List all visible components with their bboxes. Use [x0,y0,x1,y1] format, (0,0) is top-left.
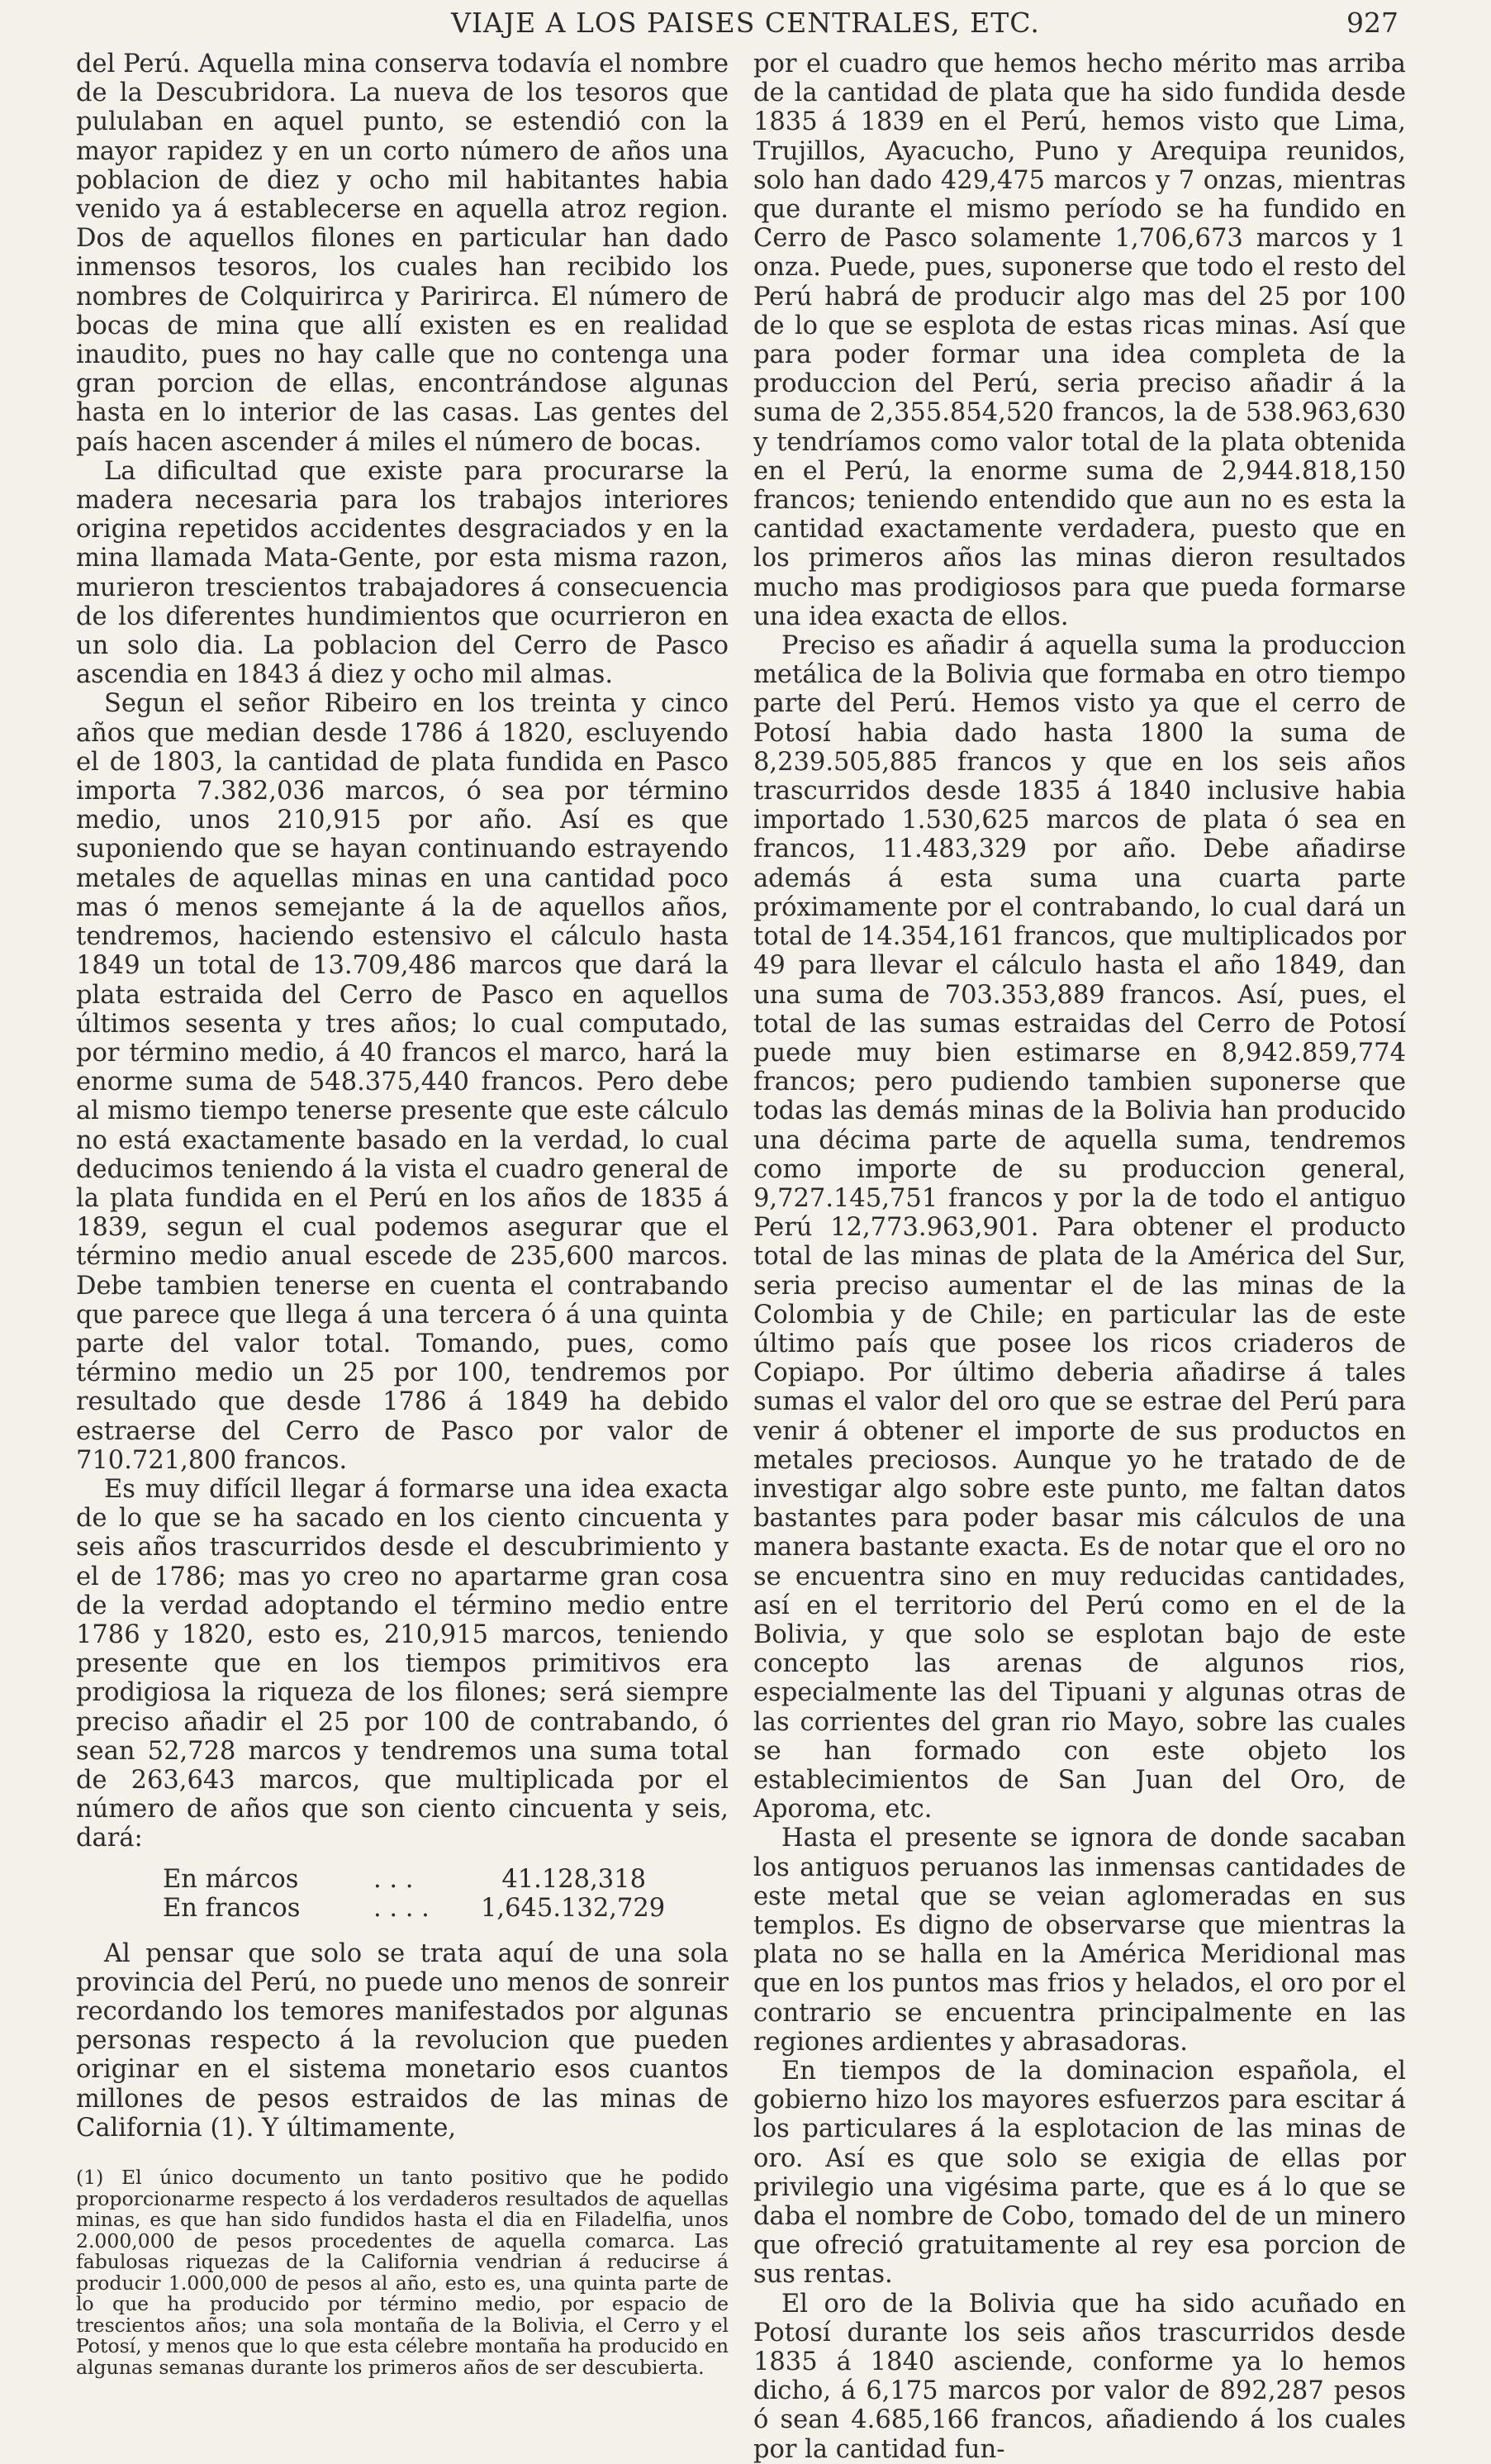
running-title: VIAJE A LOS PAISES CENTRALES, ETC. [451,7,1040,39]
totals-table [76,1865,729,1923]
totals-leader: . . . . [373,1893,430,1923]
totals-row [76,1894,729,1923]
totals-value: 1,645.132,729 [481,1893,666,1923]
paragraph: La dificultad que existe para procurarse la madera necesaria para los trabajos interiores origina repetidos accidentes desgraciados y en la mina llamada Mata-Gente, por esta misma razon, murieron trescientos trabajadores á consecuencia de los diferentes hundimientos que ocurrieron en un solo dia. La poblacion del Cerro de Pasco ascendia en 1843 á diez y ocho mil almas. [76,456,729,690]
paragraph: Segun el señor Ribeiro en los treinta y cinco años que median desde 1786 á 1820, escluyendo el de 1803, la cantidad de plata fundida en Pasco importa 7.382,036 marcos, ó sea por término medio, unos 210,915 por año. Así es que suponiendo que se hayan continuando estrayendo metales de aquellas minas en una cantidad poco mas ó menos semejante á la de aquellos años, tendremos, haciendo estensivo el cálculo hasta 1849 un total de 13.709,486 marcos que dará la plata estraida del Cerro de Pasco en aquellos últimos sesenta y tres años; lo cual computado, por término medio, á 40 francos el marco, hará la enorme suma de 548.375,440 francos. Pero debe al mismo tiempo tenerse presente que este cálculo no está exactamente basado en la verdad, lo cual deducimos teniendo á la vista el cuadro general de la plata fundida en el Perú en los años de 1835 á 1839, segun el cual podemos asegurar que el término medio anual escede de 235,600 marcos. Debe tambien tenerse en cuenta el contrabando que parece que llega á una tercera ó á una quinta parte del valor total. Tomando, pues, como término medio un 25 por 100, tendremos por resultado que desde 1786 á 1849 ha debido estraerse del Cerro de Pasco por valor de 710.721,800 francos. [76,689,729,1475]
page-header [0,7,1491,45]
footnote [76,2167,729,2378]
footnote-text: (1) El único documento un tanto positivo que he podido proporcionarme respecto á los verdaderos resultados de aquellas minas, es que han sido fundidos hasta el dia en Filadelfia, unos 2.000,000 de pesos procedentes de aquella comarca. Las fabulosas riquezas de la California vendrian á reducirse á producir 1.000,000 de pesos al año, esto es, una quinta parte de lo que ha producido por término medio, por espacio de trescientos años; una sola montaña de la Bolivia, el Cerro y el Potosí, y menos que lo que esta célebre montaña ha producido en algunas semanas durante los primeros años de ser descubierta. [76,2166,729,2379]
right-column [753,50,1406,2464]
paragraph: Hasta el presente se ignora de donde sacaban los antiguos peruanos las inmensas cantidades de este metal que se veian aglomeradas en sus templos. Es digno de observarse que mientras la plata no se halla en la América Meridional mas que en los puntos mas frios y helados, el oro por el contrario se encuentra principalmente en las regiones ardientes y abrasadoras. [753,1824,1406,2057]
paragraph: Preciso es añadir á aquella suma la produccion metálica de la Bolivia que formaba en otro tiempo parte del Perú. Hemos visto ya que el cerro de Potosí habia dado hasta 1800 la suma de 8,239.505,885 francos y que en los seis años trascurridos desde 1835 á 1840 inclusive habia importado 1.530,625 marcos de plata ó sea en francos, 11.483,329 por año. Debe añadirse además á esta suma una cuarta parte próximamente por el contrabando, lo cual dará un total de 14.354,161 francos, que multiplicados por 49 para llevar el cálculo hasta el año 1849, dan una suma de 703.353,889 francos. Así, pues, el total de las sumas estraidas del Cerro de Potosí puede muy bien estimarse en 8,942.859,774 francos; pero pudiendo tambien suponerse que todas las demás minas de la Bolivia han producido una décima parte de aquella suma, tendremos como importe de su produccion general, 9,727.145,751 francos y por la de todo el antiguo Perú 12,773.963,901. Para obtener el producto total de las minas de plata de la América del Sur, seria preciso aumentar el de las minas de la Colombia y de Chile; en particular las de este último país que posee los ricos criaderos de Copiapo. Por último deberia añadirse á tales sumas el valor del oro que se estrae del Perú para venir á obtener el importe de sus productos en metales preciosos. Aunque yo he tratado de de investigar algo sobre este punto, me faltan datos bastantes para poder basar mis cálculos de una manera bastante exacta. Es de notar que el oro no se encuentra sino en muy reducidas cantidades, así en el territorio del Perú como en el de la Bolivia, y que solo se esplotan bajo de este concepto las arenas de algunos rios, especialmente las del Tipuani y algunas otras de las corrientes del gran rio Mayo, sobre las cuales se han formado con este objeto los establecimientos de San Juan del Oro, de Aporoma, etc. [753,631,1406,1824]
page-number: 927 [1346,7,1398,39]
paragraph: El oro de la Bolivia que ha sido acuñado en Potosí durante los seis años trascurridos desde 1835 á 1840 asciende, conforme ya lo hemos dicho, á 6,175 marcos por valor de 892,287 pesos ó sean 4.685,166 francos, añadiendo á los cuales por la cantidad fun- [753,2289,1406,2464]
totals-value: 41.128,318 [501,1864,646,1894]
totals-label: En francos [163,1893,301,1923]
totals-row [76,1865,729,1894]
paragraph: En tiempos de la dominacion española, el gobierno hizo los mayores esfuerzos para escitar á los particulares á la esplotacion de las minas de oro. Así es que solo se exigia de ellas por privilegio una vigésima parte, que es á lo que se daba el nombre de Cobo, tomado del de un minero que ofreció gratuitamente al rey esa porcion de sus rentas. [753,2057,1406,2290]
totals-leader: . . . [373,1864,414,1894]
left-column [76,50,729,2378]
paragraph: Al pensar que solo se trata aquí de una sola provincia del Perú, no puede uno menos de sonreir recordando los temores manifestados por algunas personas respecto á la revolucion que pueden originar en el sistema monetario esos cuantos millones de pesos estraidos de las minas de California (1). Y últimamente, [76,1938,729,2143]
paragraph: Es muy difícil llegar á formarse una idea exacta de lo que se ha sacado en los ciento cincuenta y seis años trascurridos desde el descubrimiento y el de 1786; mas yo creo no apartarme gran cosa de la verdad adoptando el término medio entre 1786 y 1820, esto es, 210,915 marcos, teniendo presente que en los tiempos primitivos era prodigiosa la riqueza de los filones; será siempre preciso añadir el 25 por 100 de contrabando, ó sean 52,728 marcos y tendremos una suma total de 263,643 marcos, que multiplicada por el número de años que son ciento cincuenta y seis, dará: [76,1474,729,1853]
paragraph: del Perú. Aquella mina conserva todavía el nombre de la Descubridora. La nueva de los tesoros que pululaban en aquel punto, se estendió con la mayor rapidez y en un corto número de años una poblacion de diez y ocho mil habitantes habia venido ya á establecerse en aquella atroz region. Dos de aquellos filones en particular han dado inmensos tesoros, los cuales han recibido los nombres de Colquirirca y Paririrca. El número de bocas de mina que allí existen es en realidad inaudito, pues no hay calle que no contenga una gran porcion de ellas, encontrándose algunas hasta en lo interior de las casas. Las gentes del país hacen ascender á miles el número de bocas. [76,50,729,457]
totals-label: En márcos [163,1864,299,1894]
paragraph: por el cuadro que hemos hecho mérito mas arriba de la cantidad de plata que ha sido fundida desde 1835 á 1839 en el Perú, hemos visto que Lima, Trujillos, Ayacucho, Puno y Arequipa reunidos, solo han dado 429,475 marcos y 7 onzas, mientras que durante el mismo período se ha fundido en Cerro de Pasco solamente 1,706,673 marcos y 1 onza. Puede, pues, suponerse que todo el resto del Perú habrá de producir algo mas del 25 por 100 de lo que se esplota de estas ricas minas. Así que para poder formar una idea completa de la produccion del Perú, seria preciso añadir á la suma de 2,355.854,520 francos, la de 538.963,630 y tendríamos como valor total de la plata obtenida en el Perú, la enorme suma de 2,944.818,150 francos; teniendo entendido que aun no es esta la cantidad exactamente verdadera, puesto que en los primeros años las minas dieron resultados mucho mas prodigiosos para que pueda formarse una idea exacta de ellos. [753,50,1406,631]
